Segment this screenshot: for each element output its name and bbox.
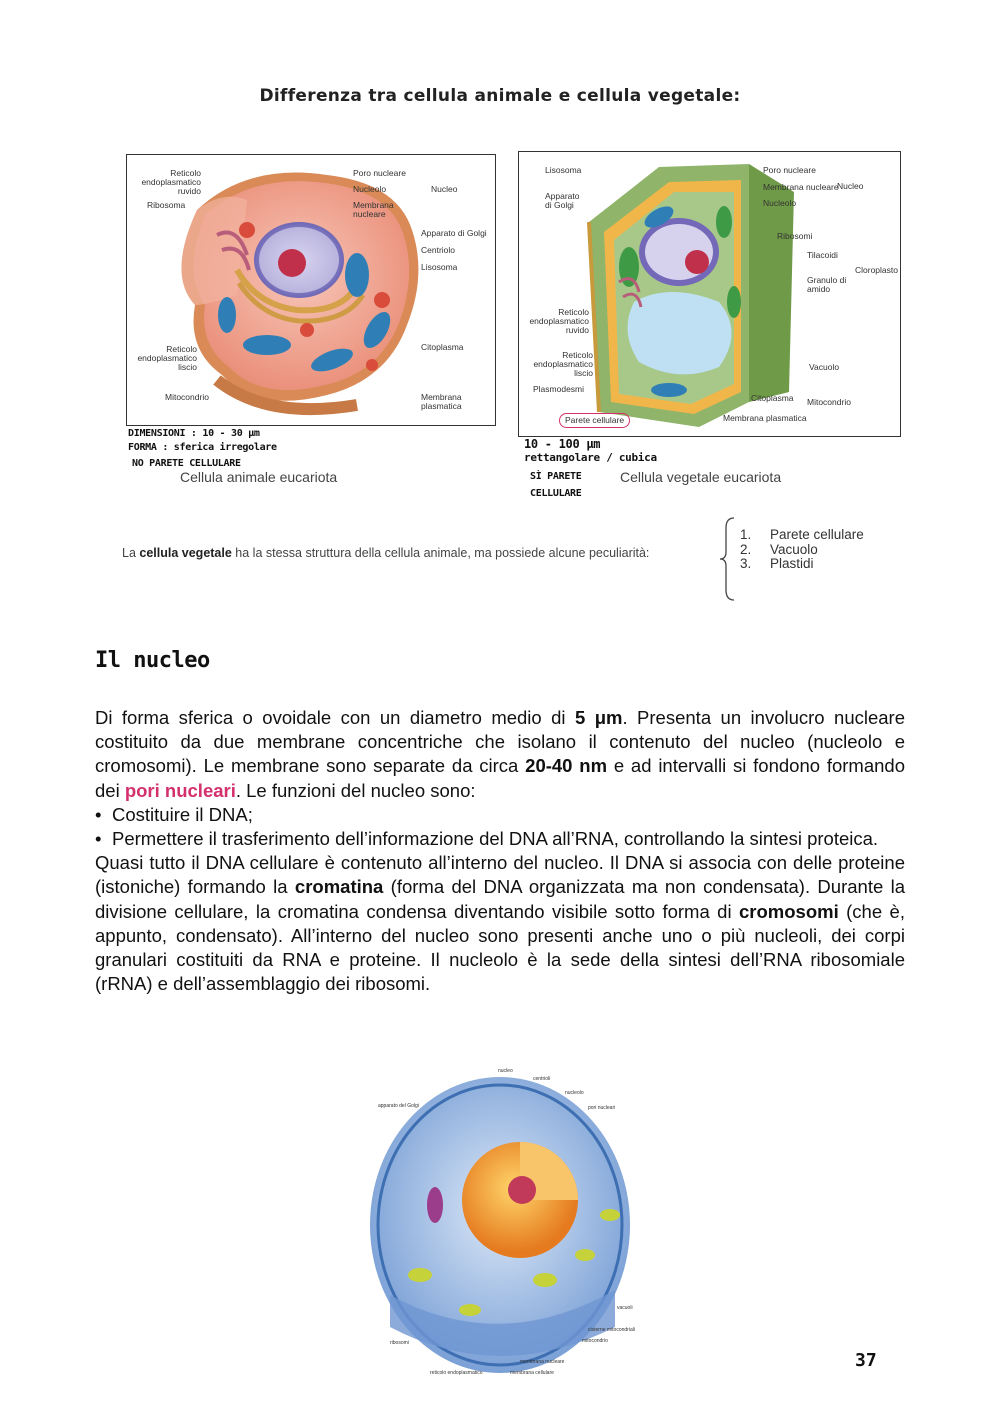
page-number: 37 <box>855 1350 877 1371</box>
label-membrana-nucleare-fig: membrana nucleare <box>520 1359 565 1365</box>
label-reticolo-ruvido: Reticolo endoplasmatico ruvido <box>141 168 201 196</box>
label-citoplasma: Citoplasma <box>421 342 464 352</box>
plant-cell-figure <box>518 151 901 437</box>
label-nucleolo: Nucleolo <box>353 184 387 194</box>
label-vacuoli-fig: vacuoli <box>617 1305 633 1311</box>
label-golgi-fig: apparato del Golgi <box>378 1103 419 1109</box>
label-membrana-plasmatica-plant: Membrana plasmatica <box>723 413 807 423</box>
label-reticolo-fig: reticolo endoplasmatico <box>430 1370 483 1376</box>
paragraph-2: Quasi tutto il DNA cellulare è contenuto all’interno del nucleo. Il DNA si associa con delle proteine (istoniche) formando la cromatina (forma del DNA organizzata ma non condensata). Durante la divisione cellulare, la cromatina condensa diventando visibile sotto forma di cromosomi (che è, appunto, condensato). All’interno del nucleo sono presenti anche uno o più nucleoli, dei corpi granulari costituiti da RNA e proteine. Il nucleolo è la sede della sintesi dell’RNA ribosomiale (rRNA) e dell’assemblaggio dei ribosomi. <box>95 852 905 995</box>
section-title: Il nucleo <box>95 648 210 673</box>
list-item: 1. Parete cellulare <box>740 527 864 542</box>
plant-handwritten-3: SÌ PARETE <box>530 471 582 482</box>
animal-cell-figure <box>126 154 496 426</box>
label-nucleo-plant: Nucleo <box>837 181 864 191</box>
label-poro-nucleare: Poro nucleare <box>353 168 406 178</box>
label-ribosomi-fig: ribosomi <box>390 1340 409 1346</box>
label-vacuolo-plant: Vacuolo <box>809 362 840 372</box>
nucleus-figure <box>360 1065 640 1380</box>
plant-cell-caption: Cellula vegetale eucariota <box>620 469 782 485</box>
label-membrana-cellulare-fig: membrana cellulare <box>510 1370 554 1376</box>
label-lisosoma: Lisosoma <box>421 262 458 272</box>
peculiarities-text: La cellula vegetale ha la stessa struttura della cellula animale, ma possiede alcune peculiarità: <box>122 546 650 560</box>
label-granulo-amido-plant: Granulo di amido <box>807 275 847 294</box>
label-golgi-plant: Apparato di Golgi <box>545 191 580 210</box>
list-item: 3. Plastidi <box>740 556 814 571</box>
label-reticolo-ruvido-plant: Reticolo endoplasmatico ruvido <box>529 307 589 335</box>
animal-cell-caption: Cellula animale eucariota <box>180 469 338 485</box>
label-ribosomi-plant: Ribosomi <box>777 231 813 241</box>
label-golgi: Apparato di Golgi <box>421 228 487 238</box>
label-centrioli-fig: centrioli <box>533 1076 551 1082</box>
label-membrana-nucleare-plant: Membrana nucleare <box>763 182 839 192</box>
plant-handwritten-2: rettangolare / cubica <box>524 451 657 464</box>
label-mitocondrio: Mitocondrio <box>165 392 209 402</box>
list-item: 2. Vacuolo <box>740 541 818 557</box>
label-nucleo-fig: nucleo <box>498 1068 513 1074</box>
plant-handwritten-4: CELLULARE <box>530 488 582 499</box>
bold-cellula-vegetale: cellula vegetale <box>139 546 232 560</box>
label-reticolo-liscio: Reticolo endoplasmatico liscio <box>137 344 197 372</box>
plant-handwritten-1: 10 - 100 μm <box>524 437 601 451</box>
list-item: • Permettere il trasferimento dell’informazione del DNA all’RNA, controllando la sintesi proteica. <box>95 828 879 850</box>
label-membrana-plasmatica: Membrana plasmatica <box>421 392 462 411</box>
label-parete-cellulare-plant: Parete cellulare <box>559 413 630 428</box>
label-plasmodesmi-plant: Plasmodesmi <box>533 384 585 394</box>
label-centriolo: Centriolo <box>421 245 456 255</box>
list-item: • Costituire il DNA; <box>95 803 253 825</box>
label-mitocondrio-plant: Mitocondrio <box>807 397 851 407</box>
animal-handwritten-3: NO PARETE CELLULARE <box>132 458 241 469</box>
label-citoplasma-plant: Citoplasma <box>751 393 794 403</box>
animal-handwritten-2: FORMA : sferica irregolare <box>128 442 277 453</box>
label-cisterne-fig: cisterne mitocondriali <box>588 1327 635 1333</box>
label-ribosoma: Ribosoma <box>147 200 186 210</box>
label-nucleo: Nucleo <box>431 184 458 194</box>
paragraph-1: Di forma sferica o ovoidale con un diametro medio di 5 μm. Presenta un involucro nucleare costituito da due membrane concentriche che isolano il contenuto del nucleo (nucleolo e cromosomi). Le membrane sono separate da circa 20-40 nm e ad intervalli si fondono formando dei pori nucleari. Le funzioni del nucleo sono: <box>95 707 905 801</box>
body-text <box>95 706 905 996</box>
label-membrana-nucleare: Membrana nucleare <box>353 200 394 219</box>
label-tilacoidi-plant: Tilacoidi <box>807 250 838 260</box>
animal-handwritten-1: DIMENSIONI : 10 - 30 μm <box>128 428 260 439</box>
label-mitocondrio-fig: mitocondrio <box>582 1338 608 1344</box>
page-title: Differenza tra cellula animale e cellula vegetale: <box>259 86 741 106</box>
label-reticolo-liscio-plant: Reticolo endoplasmatico liscio <box>533 350 593 378</box>
curly-brace <box>718 516 738 602</box>
label-pori-nucleari-fig: pori nucleari <box>588 1105 616 1111</box>
label-nucleolo-plant: Nucleolo <box>763 198 797 208</box>
label-poro-nucleare-plant: Poro nucleare <box>763 165 816 175</box>
label-nucleolo-fig: nucleolo <box>565 1090 584 1096</box>
highlight-pori-nucleari: pori nucleari <box>124 779 236 801</box>
label-lisosoma-plant: Lisosoma <box>545 165 582 175</box>
peculiarities-list <box>740 528 864 572</box>
label-cloroplasto-plant: Cloroplasto <box>855 265 898 275</box>
